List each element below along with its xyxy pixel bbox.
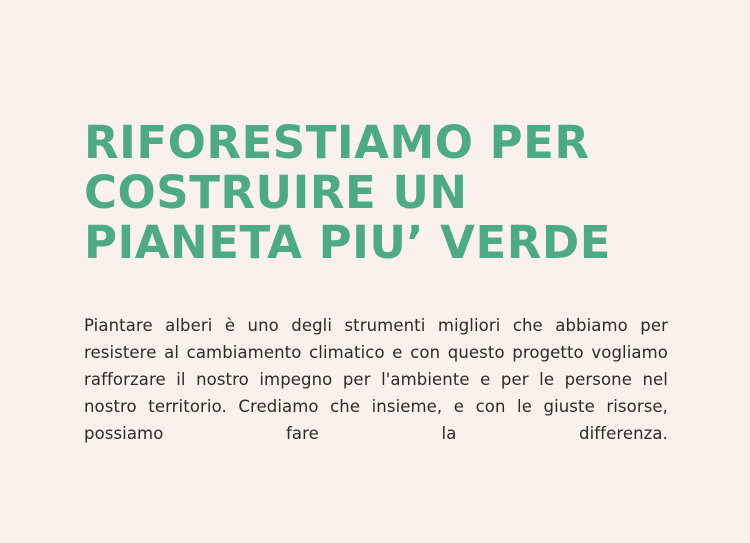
text-block — [84, 118, 670, 474]
body-paragraph: Piantare alberi è uno degli strumenti migliori che abbiamo per resistere al cambiamento climatico e con questo progetto vogliamo rafforzare il nostro impegno per l'ambiente e per le persone nel nostro territorio. Crediamo che insieme, e con le giuste risorse, possiamo fare la differenza. — [84, 316, 668, 443]
page-title: RIFORESTIAMO PER COSTRUIRE UN PIANETA PIU’ VERDE — [84, 116, 611, 269]
